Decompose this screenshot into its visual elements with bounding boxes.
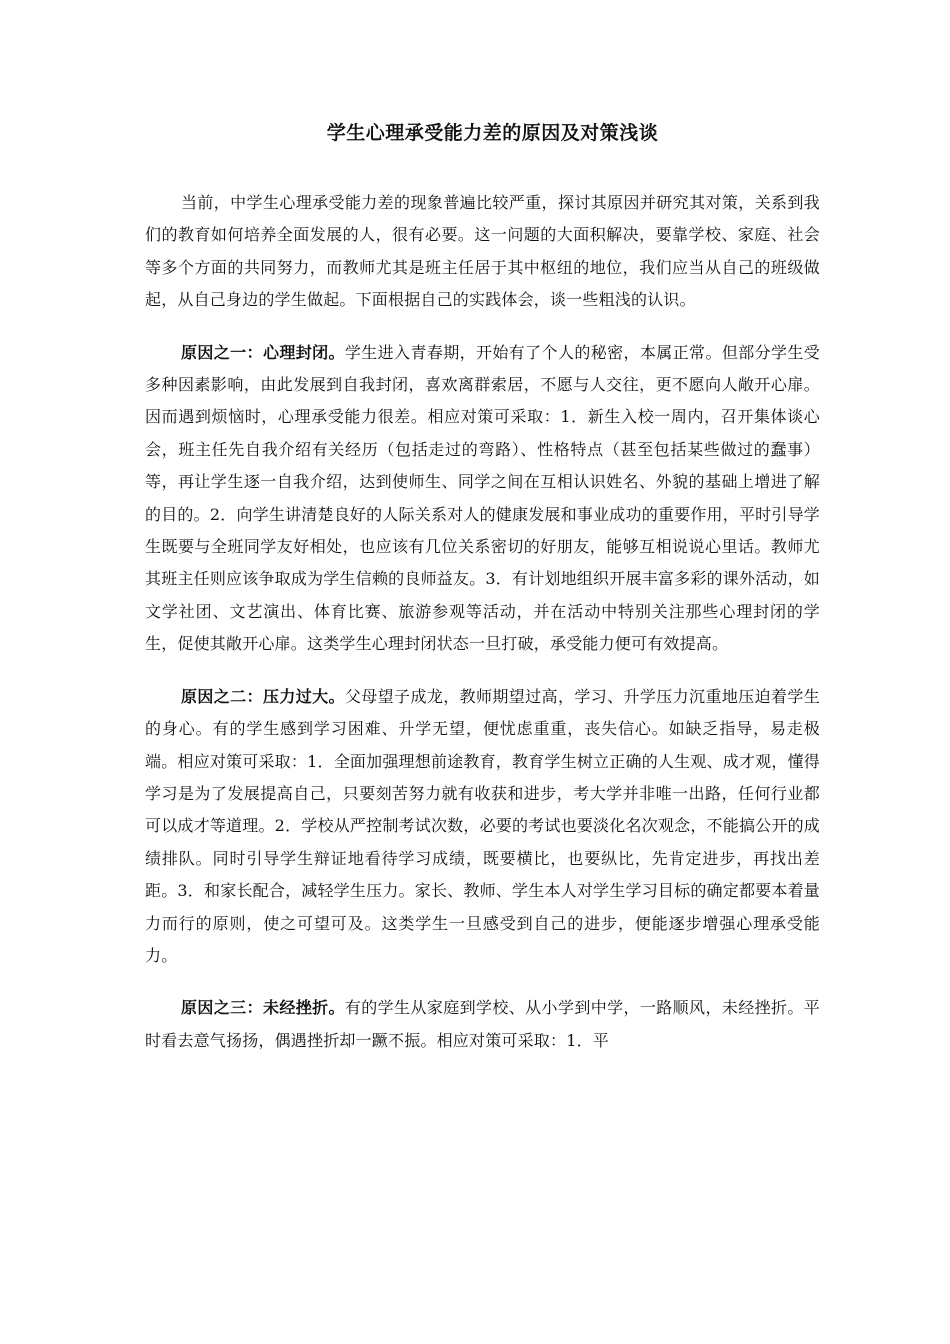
section-lead-1: 原因之一：心理封闭。 — [181, 342, 345, 362]
section-lead-2: 原因之二：压力过大。 — [181, 686, 345, 706]
section-paragraph-3 — [145, 992, 820, 1057]
section-text-1: 学生进入青春期，开始有了个人的秘密，本属正常。但部分学生受多种因素影响，由此发展到自我封闭，喜欢离群索居，不愿与人交往，更不愿向人敞开心扉。因而遇到烦恼时，心理承受能力很差。相应对策可采取：1．新生入校一周内，召开集体谈心会，班主任先自我介绍有关经历（包括走过的弯路）、性格特点（甚至包括某些做过的蠢事）等，再让学生逐一自我介绍，达到使师生、同学之间在互相认识姓名、外貌的基础上增进了解的目的。2．向学生讲清楚良好的人际关系对人的健康发展和事业成功的重要作用，平时引导学生既要与全班同学友好相处，也应该有几位关系密切的好朋友，能够互相说说心里话。教师尤其班主任则应该争取成为学生信赖的良师益友。3．有计划地组织开展丰富多彩的课外活动，如文学社团、文艺演出、体育比赛、旅游参观等活动，并在活动中特别关注那些心理封闭的学生，促使其敞开心扉。这类学生心理封闭状态一旦打破，承受能力便可有效提高。 — [145, 342, 820, 654]
document-title: 学生心理承受能力差的原因及对策浅谈 — [326, 122, 659, 144]
section-lead-3: 原因之三：未经挫折。 — [181, 998, 345, 1018]
intro-paragraph: 当前，中学生心理承受能力差的现象普遍比较严重，探讨其原因并研究其对策，关系到我们的教育如何培养全面发展的人，很有必要。这一问题的大面积解决，要靠学校、家庭、社会等多个方面的共同努力，而教师尤其是班主任居于其中枢纽的地位，我们应当从自己的班级做起，从自己身边的学生做起。下面根据自己的实践体会，谈一些粗浅的认识。 — [145, 193, 820, 310]
section-text-3: 有的学生从家庭到学校、从小学到中学，一路顺风，未经挫折。平时看去意气扬扬，偶遇挫折却一蹶不振。相应对策可采取：1．平 — [145, 998, 820, 1050]
section-paragraph-2 — [145, 681, 820, 973]
section-paragraph-1 — [145, 337, 820, 661]
section-text-2: 父母望子成龙，教师期望过高，学习、升学压力沉重地压迫着学生的身心。有的学生感到学习困难、升学无望，便忧虑重重，丧失信心。如缺乏指导，易走极端。相应对策可采取：1．全面加强理想前途教育，教育学生树立正确的人生观、成才观，懂得学习是为了发展提高自己，只要刻苦努力就有收获和进步，考大学并非唯一出路，任何行业都可以成才等道理。2．学校从严控制考试次数，必要的考试也要淡化名次观念，不能搞公开的成绩排队。同时引导学生辩证地看待学习成绩，既要横比，也要纵比，先肯定进步，再找出差距。3．和家长配合，减轻学生压力。家长、教师、学生本人对学生学习目标的确定都要本着量力而行的原则，使之可望可及。这类学生一旦感受到自己的进步，便能逐步增强心理承受能力。 — [145, 686, 820, 965]
